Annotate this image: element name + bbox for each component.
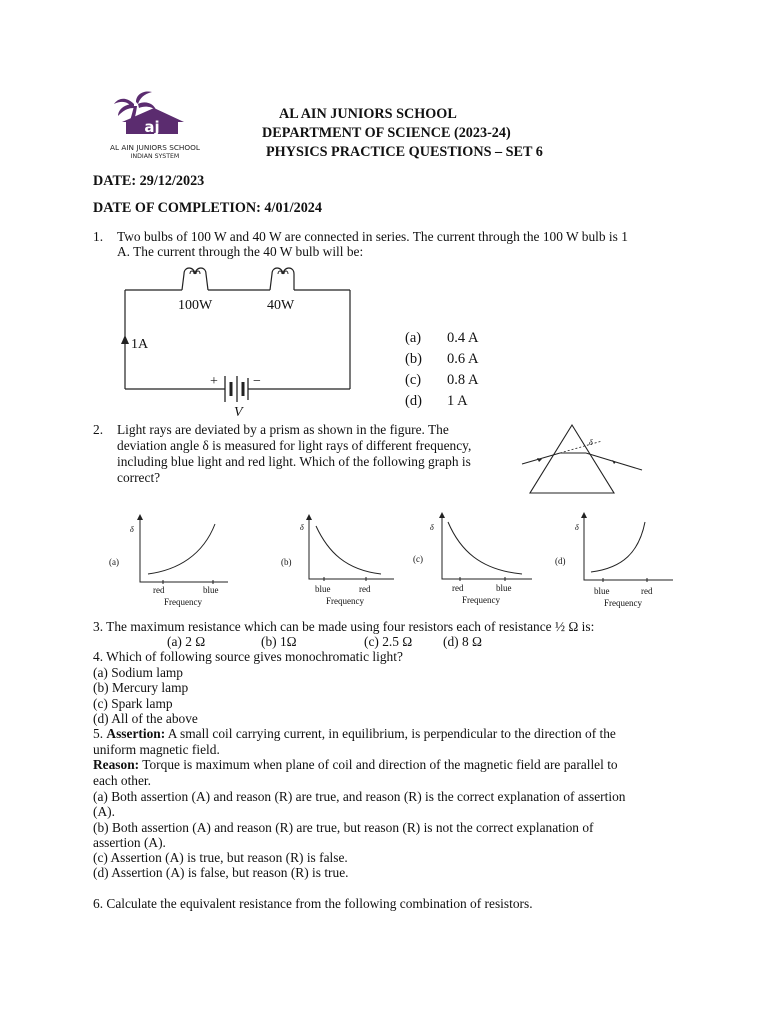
q5-assertion-line2: uniform magnetic field.	[93, 742, 220, 757]
graph-b-right-label: red	[359, 584, 371, 594]
logo-letters: aj	[144, 118, 160, 136]
voltage-label: V	[234, 405, 243, 420]
graph-c-right-label: blue	[496, 583, 512, 593]
q1-option-d-label: (d)	[405, 393, 422, 409]
q5-number: 5.	[93, 726, 104, 741]
worksheet-title: PHYSICS PRACTICE QUESTIONS – SET 6	[266, 144, 543, 160]
q5-option-a-line1: (a) Both assertion (A) and reason (R) are true, and reason (R) is the correct explanation of assertion	[93, 789, 626, 804]
q5-reason-text: Torque is maximum when plane of coil and direction of the magnetic field are parallel to	[139, 757, 618, 772]
q1-option-b-label: (b)	[405, 351, 422, 367]
graph-a-right-label: blue	[203, 585, 219, 595]
q4-option-a: (a) Sodium lamp	[93, 665, 184, 680]
q1-option-a-value: 0.4 A	[447, 330, 479, 346]
q5-option-c: (c) Assertion (A) is true, but reason (R) is false.	[93, 850, 348, 865]
q3-option-c: (c) 2.5 Ω	[364, 634, 413, 649]
current-label: 1A	[131, 337, 149, 352]
q2-graph-d	[551, 510, 681, 610]
prism-delta-label: δ	[589, 438, 593, 447]
q2-line3: including blue light and red light. Which of the following graph is	[117, 454, 471, 469]
q1-option-c-label: (c)	[405, 372, 422, 388]
q1-option-a-label: (a)	[405, 330, 422, 346]
graph-c-xaxis: Frequency	[462, 595, 500, 605]
q1-line1: Two bulbs of 100 W and 40 W are connected in series. The current through the 100 W bulb is 1	[117, 229, 628, 244]
q4-option-b: (b) Mercury lamp	[93, 680, 189, 695]
bulb2-label: 40W	[267, 298, 295, 313]
q5-assertion-text: A small coil carrying current, in equilibrium, is perpendicular to the direction of the	[165, 726, 616, 741]
graph-d-left-label: blue	[594, 586, 610, 596]
q5-reason-line2: each other.	[93, 773, 151, 788]
q4-option-d: (d) All of the above	[93, 711, 198, 726]
q5-reason-line1	[93, 757, 618, 772]
q4-question: 4. Which of following source gives monochromatic light?	[93, 649, 403, 664]
graph-d-yaxis: δ	[575, 523, 579, 532]
q2-line4: correct?	[117, 470, 161, 485]
graph-a-left-label: red	[153, 585, 165, 595]
graph-c-yaxis: δ	[430, 523, 434, 532]
q3-option-a: (a) 2 Ω	[167, 634, 206, 649]
q2-graph-b	[276, 512, 406, 610]
bulb-100w-icon	[182, 268, 208, 290]
graph-b-xaxis: Frequency	[326, 596, 364, 606]
battery-plus: +	[210, 374, 218, 389]
graph-a-yaxis: δ	[130, 525, 134, 534]
q5-option-d: (d) Assertion (A) is false, but reason (R) is true.	[93, 865, 349, 880]
logo-school-name: AL AIN JUNIORS SCHOOL	[110, 143, 200, 152]
q3-option-b: (b) 1Ω	[261, 634, 297, 649]
logo-system: INDIAN SYSTEM	[130, 153, 180, 160]
graph-d-label: (d)	[555, 556, 566, 566]
q2-number: 2.	[93, 422, 104, 437]
graph-b-left-label: blue	[315, 584, 331, 594]
graph-c-left-label: red	[452, 583, 464, 593]
battery-icon	[225, 376, 248, 402]
q5-assertion-line1	[93, 726, 616, 741]
battery-minus: −	[253, 374, 261, 389]
q1-circuit-diagram	[110, 262, 370, 420]
q2-line2: deviation angle δ is measured for light rays of different frequency,	[117, 438, 472, 453]
current-arrow-icon	[121, 335, 129, 344]
q5-assertion-label: Assertion:	[106, 726, 166, 741]
graph-b-label: (b)	[281, 557, 292, 567]
q5-reason-label: Reason:	[93, 757, 140, 772]
graph-a-xaxis: Frequency	[164, 597, 202, 607]
q1-option-b-value: 0.6 A	[447, 351, 479, 367]
school-logo	[110, 90, 200, 162]
bulb-40w-icon	[270, 268, 294, 290]
q5-option-a-line2: (A).	[93, 804, 115, 819]
date: DATE: 29/12/2023	[93, 173, 205, 189]
q3-option-d: (d) 8 Ω	[443, 634, 482, 649]
graph-d-xaxis: Frequency	[604, 598, 642, 608]
q3-question: 3. The maximum resistance which can be made using four resistors each of resistance ½ Ω is:	[93, 619, 595, 634]
department-title: DEPARTMENT OF SCIENCE (2023-24)	[262, 125, 511, 141]
graph-a-label: (a)	[109, 557, 119, 567]
graph-c-label: (c)	[413, 554, 423, 564]
graph-b-yaxis: δ	[300, 523, 304, 532]
q2-graph-c	[410, 510, 540, 610]
completion-date: DATE OF COMPLETION: 4/01/2024	[93, 200, 322, 216]
q1-options	[405, 331, 478, 415]
q6-question: 6. Calculate the equivalent resistance from the following combination of resistors.	[93, 896, 533, 911]
q4-option-c: (c) Spark lamp	[93, 696, 173, 711]
school-title: AL AIN JUNIORS SCHOOL	[279, 106, 457, 122]
q2-graph-a	[103, 510, 233, 610]
q1-option-d-value: 1 A	[447, 393, 468, 409]
bulb1-label: 100W	[178, 298, 213, 313]
q1-line2: A. The current through the 40 W bulb will be:	[117, 244, 364, 259]
q2-line1: Light rays are deviated by a prism as shown in the figure. The	[117, 422, 449, 437]
q5-option-b-line1: (b) Both assertion (A) and reason (R) are true, but reason (R) is not the correct explanation of	[93, 820, 594, 835]
graph-d-right-label: red	[641, 586, 653, 596]
prism-diagram	[520, 420, 650, 498]
q1-number: 1.	[93, 229, 104, 244]
q5-option-b-line2: assertion (A).	[93, 835, 166, 850]
q1-option-c-value: 0.8 A	[447, 372, 479, 388]
